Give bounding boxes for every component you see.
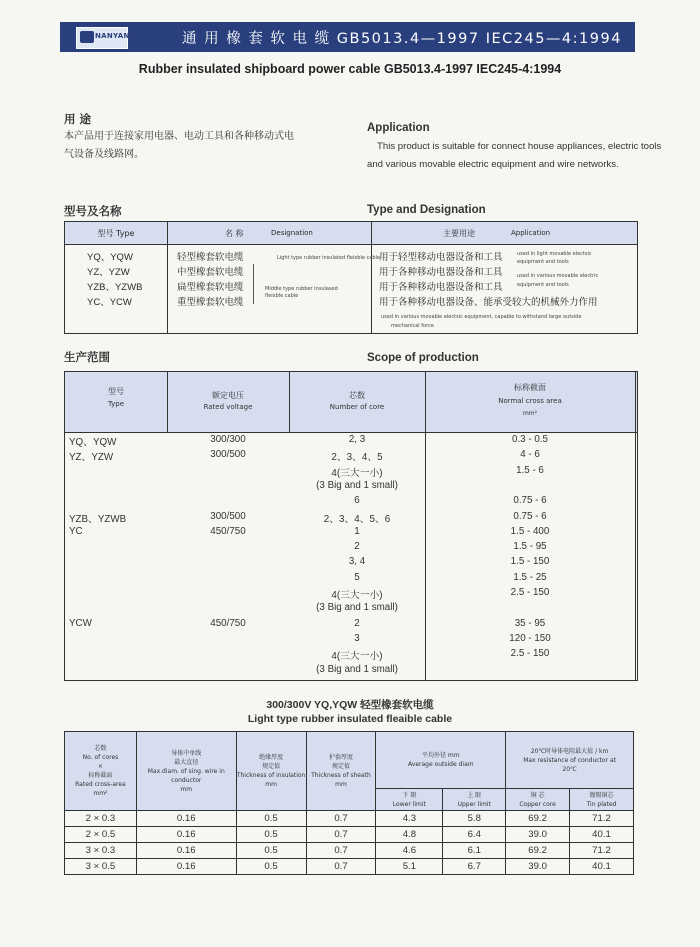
scope-cell-cross: 120 - 150	[509, 632, 551, 644]
scope-cell-type: YCW	[69, 617, 92, 629]
app-note-2b: equipment and tools	[517, 282, 569, 288]
scope-cell-cross: 0.3 - 0.5	[512, 434, 548, 445]
scope-cell-core: 3, 4	[348, 556, 366, 568]
table-cell: 2 × 0.3	[65, 811, 137, 827]
table-cell: 0.5	[236, 811, 306, 827]
scope-cell-cross: 2.5 - 150	[510, 587, 550, 598]
type-item: YZ、YZW	[87, 267, 130, 278]
app-note-1a: used in light movable electsic	[517, 251, 592, 257]
lc-h-sheath	[306, 732, 376, 811]
scope-h-type-cn: 型号	[108, 387, 124, 396]
lc-h-text: mm	[335, 781, 347, 788]
table-cell: 0.7	[306, 843, 376, 859]
scope-cell-cross: 2.5 - 150	[510, 648, 550, 660]
lc-h-text: 最大直径	[174, 758, 199, 766]
lc-h-text: Max resistance of conductor at	[523, 756, 616, 764]
lc-h-text: 导体中单线	[171, 749, 202, 757]
scope-cell-core: 2、3、4、5、6	[323, 513, 391, 525]
table-cell: 69.2	[506, 843, 570, 859]
scope-h-volt-en: Rated voltage	[203, 403, 253, 411]
app-note-3a: used in various movable electsic equipment, capable to withstand large outside	[381, 314, 582, 320]
scope-cell-volt: 450/750	[210, 525, 246, 537]
scope-cell-type: YZ、YZW	[69, 452, 114, 464]
lc-h-text: 20℃时导体电阻最大值 / km	[530, 747, 609, 755]
scope-cell-core: 1	[354, 525, 360, 537]
table-cell: 0.7	[306, 859, 376, 875]
divider	[635, 372, 636, 680]
table-cell: 0.7	[306, 827, 376, 843]
lc-h-text: 标称截面	[88, 772, 113, 779]
lc-h-text: 镀锡铜芯	[589, 791, 614, 799]
lc-h-text: Average outside diam	[408, 761, 474, 768]
table-cell: 4.3	[376, 811, 443, 827]
scope-cell-type: YZB、YZWB	[69, 513, 127, 525]
light-cable-title-en: Light type rubber insulated fleaible cable	[247, 713, 453, 725]
scope-h-cross-en: Normal cross area	[498, 397, 562, 405]
scope-cell-cross: 1.5 - 25	[513, 571, 547, 583]
scope-h-core-en: Number of core	[329, 403, 385, 411]
lc-h-resistance	[506, 732, 634, 789]
table-cell: 0.5	[236, 827, 306, 843]
table-cell: 0.16	[136, 843, 236, 859]
scope-cell-type: YQ、YQW	[69, 437, 117, 448]
application-text-cn-1: 本产品用于连接家用电器、电动工具和各种移动式电	[64, 131, 294, 142]
table-cell: 71.2	[570, 811, 634, 827]
light-cable-table	[64, 731, 634, 875]
col-name-en: Designation	[271, 229, 313, 237]
scope-cell-core: 5	[354, 571, 360, 583]
table-cell: 4.8	[376, 827, 443, 843]
scope-h-cross-unit: mm²	[522, 410, 538, 417]
table-cell: 69.2	[506, 811, 570, 827]
table-row	[65, 827, 634, 843]
lc-h-text: 规定值	[262, 763, 281, 770]
table-cell: 71.2	[570, 843, 634, 859]
scope-heading-cn: 生产范围	[64, 350, 110, 364]
scope-cell-cross: 1.5 - 150	[510, 556, 550, 568]
scope-cell-volt: 300/300	[210, 434, 246, 445]
name-note-2: Middle type rubber insulased fleixble cable	[265, 286, 338, 299]
type-item: YC、YCW	[87, 297, 132, 308]
bracket-line	[253, 264, 255, 304]
lc-h-text: 护套厚度	[328, 754, 353, 761]
table-row	[65, 811, 634, 827]
table-cell: 40.1	[570, 859, 634, 875]
application-text-cn-2: 气设备及线路网。	[64, 149, 144, 160]
light-cable-rows	[65, 811, 634, 875]
lc-h-text: Upper limit	[457, 800, 491, 808]
page-title: 通 用 橡 套 软 电 缆 GB5013.4—1997 IEC245—4:1994	[182, 31, 622, 47]
scope-cell-core: 2	[354, 541, 360, 553]
type-item: YZB、YZWB	[87, 282, 143, 293]
lc-h-text: mm	[265, 781, 277, 788]
lc-h-text: Thickness of insulation	[236, 772, 306, 779]
application-heading-cn: 用 途	[64, 112, 92, 126]
scope-heading-en: Scope of production	[367, 352, 479, 364]
lc-h-text: conductor	[171, 776, 202, 784]
type-heading-en: Type and Designation	[367, 204, 486, 216]
application-text-en-2: and various movable electric equipment and wire networks.	[367, 159, 619, 170]
scope-h-cross-cn: 标称截面	[514, 383, 546, 392]
app-note-3b: mechanical force	[391, 323, 434, 329]
table-cell: 6.1	[443, 843, 506, 859]
company-logo	[76, 27, 136, 49]
name-item: 扁型橡套软电缆	[177, 282, 244, 293]
name-item: 轻型橡套软电缆	[177, 252, 244, 263]
scope-h-type-en: Type	[107, 400, 125, 408]
scope-cell-cross: 35 - 95	[514, 617, 546, 629]
application-item: 用于各种移动电器设备、能承受较大的机械外力作用	[379, 297, 598, 308]
app-note-1b: equipment and tools	[517, 259, 569, 265]
type-heading-cn: 型号及名称	[64, 204, 122, 218]
scope-h-volt-cn: 额定电压	[212, 391, 244, 400]
table-cell: 39.0	[506, 859, 570, 875]
lc-h-wire-diam	[136, 732, 236, 811]
application-heading-en: Application	[367, 122, 430, 134]
lc-h-text: 规定值	[331, 763, 350, 770]
divider	[371, 222, 372, 333]
table-row	[65, 859, 634, 875]
scope-cell-volt: 300/500	[210, 510, 246, 522]
table-cell: 3 × 0.5	[65, 859, 137, 875]
page-subtitle: Rubber insulated shipboard power cable GB5013.4-1997 IEC245-4:1994	[138, 62, 562, 76]
scope-cell-type: YC	[69, 525, 83, 537]
table-cell: 0.16	[136, 811, 236, 827]
lc-h-text: Lower limit	[392, 800, 426, 808]
table-cell: 40.1	[570, 827, 634, 843]
divider	[289, 372, 290, 432]
light-cable-title-cn: 300/300V YQ,YQW 轻型橡套软电缆	[266, 699, 434, 711]
table-cell: 0.5	[236, 859, 306, 875]
table-cell: 6.4	[443, 827, 506, 843]
table-cell: 0.7	[306, 811, 376, 827]
lc-h-cores	[65, 732, 137, 811]
scope-cell-core: 4(三大一小)	[331, 467, 383, 479]
name-note-1: Light type rubber insulated fleixble cable	[277, 255, 380, 261]
logo-text: NANYANG	[95, 32, 136, 40]
table-cell: 4.6	[376, 843, 443, 859]
scope-table	[64, 371, 638, 681]
scope-cell-core: (3 Big and 1 small)	[316, 602, 398, 614]
name-item: 中型橡套软电缆	[177, 267, 244, 278]
scope-cell-volt: 300/500	[210, 449, 246, 461]
name-item: 重型橡套软电缆	[177, 297, 244, 308]
lc-h-text: 下 限	[402, 791, 417, 799]
scope-cell-core: (3 Big and 1 small)	[316, 479, 398, 491]
application-text-en-1: This product is suitable for connect house appliances, electric tools	[377, 141, 662, 152]
lc-h-text: 上 限	[467, 791, 482, 799]
scope-cell-volt: 450/750	[210, 617, 246, 629]
lc-h-outside-diam	[376, 732, 506, 789]
table-cell: 6.7	[443, 859, 506, 875]
table-row	[65, 843, 634, 859]
type-list	[87, 250, 142, 310]
col-app-en: Application	[511, 229, 551, 237]
lc-h-text: Copper core	[519, 800, 556, 808]
application-item: 用于各种移动电器设备和工具	[379, 282, 503, 293]
lc-h-text: Rated cross-area	[75, 781, 126, 788]
app-note-2a: used in various movable electric	[517, 273, 599, 279]
application-item: 用于轻型移动电器设备和工具	[379, 252, 503, 263]
table-cell: 0.16	[136, 859, 236, 875]
lc-h-text: 绝缘厚度	[259, 754, 284, 761]
lc-h-text: Thickness of sheath	[311, 772, 371, 779]
lc-h-text: 平均外径 mm	[422, 752, 460, 759]
lc-h-text: 铜 芯	[530, 791, 545, 799]
table-cell: 5.1	[376, 859, 443, 875]
col-type-header: 型号 Type	[97, 229, 135, 238]
type-designation-table	[64, 221, 638, 334]
table-cell: 2 × 0.5	[65, 827, 137, 843]
scope-cell-core: 4(三大一小)	[331, 590, 383, 601]
scope-cell-cross: 0.75 - 6	[513, 495, 547, 507]
scope-cell-cross: 1.5 - 95	[513, 541, 547, 553]
lc-h-text: 20℃	[562, 765, 577, 773]
scope-cell-core: 3	[354, 632, 360, 644]
table-cell: 0.16	[136, 827, 236, 843]
scope-cell-cross: 4 - 6	[520, 449, 540, 461]
lc-h-copper	[506, 789, 570, 811]
logo-mark-icon	[80, 31, 94, 43]
scope-cell-core: 4(三大一小)	[331, 651, 383, 663]
table-cell: 0.5	[236, 843, 306, 859]
divider	[167, 372, 168, 432]
table-cell: 39.0	[506, 827, 570, 843]
scope-cell-core: 2	[354, 617, 360, 629]
divider	[167, 222, 168, 333]
header-bar	[60, 22, 635, 52]
table-cell: 3 × 0.3	[65, 843, 137, 859]
scope-cell-core: 2、3、4、5	[331, 452, 383, 464]
scope-cell-cross: 1.5 - 6	[516, 464, 544, 476]
lc-h-tin	[570, 789, 634, 811]
table-cell: 5.8	[443, 811, 506, 827]
lc-h-text: 芯数	[94, 745, 107, 752]
type-item: YQ、YQW	[87, 252, 133, 263]
lc-h-text: Max.diam. of sing. wire in	[147, 767, 225, 775]
col-name-cn: 名 称	[225, 229, 244, 238]
lc-h-text: mm	[180, 785, 193, 793]
scope-cell-cross: 0.75 - 6	[513, 510, 547, 522]
lc-h-text: ×	[97, 763, 103, 770]
scope-cell-core: 2, 3	[348, 434, 366, 445]
name-list	[177, 250, 244, 310]
application-item: 用于各种移动电器设备和工具	[379, 267, 503, 278]
lc-h-text: Tin plated	[586, 800, 617, 808]
lc-h-insulation	[236, 732, 306, 811]
lc-h-upper	[443, 789, 506, 811]
scope-cell-core: (3 Big and 1 small)	[316, 663, 398, 675]
col-app-cn: 主要用途	[443, 229, 475, 238]
lc-h-text: No. of cores	[82, 754, 119, 761]
scope-h-core-cn: 芯数	[349, 391, 365, 400]
scope-cell-cross: 1.5 - 400	[510, 525, 550, 537]
lc-h-text: mm²	[93, 790, 108, 797]
lc-h-lower	[376, 789, 443, 811]
scope-cell-core: 6	[354, 495, 360, 507]
